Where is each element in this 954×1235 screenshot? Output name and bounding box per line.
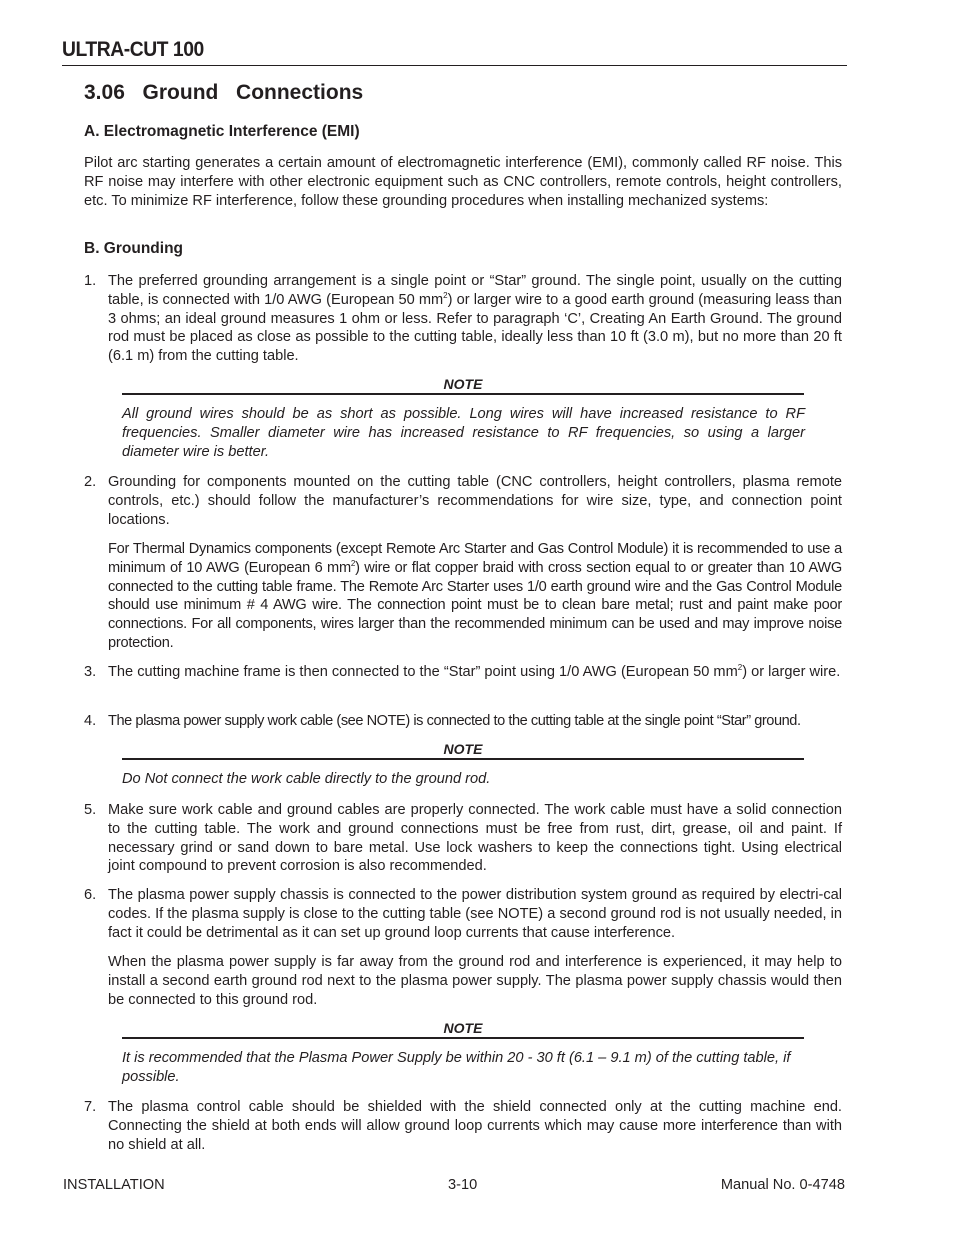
list-item-6-paragraph: When the plasma power supply is far away from the ground rod and interference is experienced, it may help to install a second earth ground rod next to the plasma power supply. The plasma power supply chassis would then be connected to this ground rod. bbox=[108, 954, 842, 1008]
subsection-a-body: Pilot arc starting generates a certain amount of electromagnetic interference (EMI), commonly called RF noise. This RF noise may interfere with other electronic equipment such as CNC controllers, remote controls, height controllers, etc. To minimize RF interference, follow these grounding procedures when installing mechanized systems: bbox=[84, 155, 842, 209]
list-item-text: Make sure work cable and ground cables are properly connected. The work cable must have a solid connection to the cutting table. The work and ground connections must be free from rust, dirt, grease, oil and paint. If necessary grind or sand down to bare metal. Use lock washers to keep the connections tight. Using electrical joint compound to prevent corrosion is also recommended. bbox=[108, 802, 842, 875]
list-item-text: The plasma power supply work cable (see NOTE) is connected to the cutting table at the single point “Star” ground. bbox=[108, 713, 801, 729]
subsection-b-title: B. Grounding bbox=[84, 240, 184, 257]
note-rule bbox=[122, 393, 804, 395]
list-item-number: 2. bbox=[84, 474, 97, 490]
note-text: It is recommended that the Plasma Power Supply be within 20 - 30 ft (6.1 – 9.1 m) of the cutting table, if possible. bbox=[122, 1050, 791, 1085]
note-rule bbox=[122, 758, 804, 760]
note-text: Do Not connect the work cable directly to the ground rod. bbox=[122, 771, 491, 787]
list-item-7 bbox=[84, 1098, 842, 1154]
note-label: NOTE bbox=[443, 376, 483, 392]
list-item-text: The preferred grounding arrangement is a single point or “Star” ground. The single point, usually on the cutting table, is connected with 1/0 AWG (European 50 $mm^2$) or larger wire to a good earth ground (measuring leass than 3 ohms; an ideal ground measures 1 ohm or less. Refer to paragraph ‘C’, Creating An Earth Ground. The ground rod must be placed as close as possible to the cutting table, ideally less than 10 ft (3.0 m), but no more than 20 ft (6.1 m) from the cutting table. bbox=[108, 273, 842, 365]
list-item-number: 1. bbox=[84, 273, 97, 289]
manual-header-title: ULTRA-CUT 100 bbox=[62, 38, 204, 61]
list-item-number: 4. bbox=[84, 713, 97, 729]
list-item-4 bbox=[84, 712, 842, 731]
list-item-number: 3. bbox=[84, 664, 97, 680]
list-item-text: The plasma power supply chassis is connected to the power distribution system ground as required by electri-cal codes. If the plasma supply is close to the cutting table (see NOTE) a second ground rod is not usually needed, in fact it could be detrimental as it can set up ground loop currents that cause interference. bbox=[108, 887, 842, 941]
note-rule bbox=[122, 1037, 804, 1039]
list-item-text: Grounding for components mounted on the cutting table (CNC controllers, height controllers, plasma remote controls, etc.) should follow the manufacturer’s recommendations for wire size, type, and connection point locations. bbox=[108, 474, 842, 528]
list-item-2 bbox=[84, 473, 842, 529]
list-item-5 bbox=[84, 801, 842, 876]
list-item-number: 5. bbox=[84, 802, 97, 818]
list-item-number: 6. bbox=[84, 887, 97, 903]
footer-section-name: INSTALLATION bbox=[63, 1177, 165, 1193]
list-item-2-paragraph: For Thermal Dynamics components (except Remote Arc Starter and Gas Control Module) it is recommended to use a minimum of 10 AWG (European 6 $mm^2$) wire or flat copper braid with cross section equal to or greater than 10 AWG connected to the cutting table frame. The Remote Arc Starter uses 1/0 earth ground wire and the Gas Control Module should use minimum # 4 AWG wire. The connection point must be to clean bare metal; rust and paint make poor connections. For all components, wires larger than the recommended minimum can be used and may improve noise protection. bbox=[108, 541, 842, 651]
list-item-6 bbox=[84, 886, 842, 942]
list-item-text: The cutting machine frame is then connected to the “Star” point using 1/0 AWG (European 50 $mm^2$) or larger wire. bbox=[108, 663, 841, 680]
section-title: 3.06 Ground Connections bbox=[84, 81, 364, 104]
note-text: All ground wires should be as short as possible. Long wires will have increased resistance to RF frequencies. Smaller diameter wire has increased resistance to RF frequencies, so using a larger diameter wire is better. bbox=[122, 406, 805, 460]
subsection-a-title: A. Electromagnetic Interference (EMI) bbox=[84, 123, 360, 140]
list-item-number: 7. bbox=[84, 1099, 97, 1115]
list-item-text: The plasma control cable should be shielded with the shield connected only at the cutting machine end. Connecting the shield at both ends will allow ground loop currents which may cause more interference than with no shield at all. bbox=[108, 1099, 842, 1153]
footer-page-number: 3-10 bbox=[448, 1177, 478, 1193]
note-label: NOTE bbox=[443, 1020, 483, 1036]
note-label: NOTE bbox=[443, 741, 483, 757]
header-rule bbox=[62, 65, 847, 66]
list-item-3 bbox=[84, 663, 842, 682]
list-item-1 bbox=[84, 272, 842, 366]
footer-manual-number: Manual No. 0-4748 bbox=[720, 1177, 845, 1193]
